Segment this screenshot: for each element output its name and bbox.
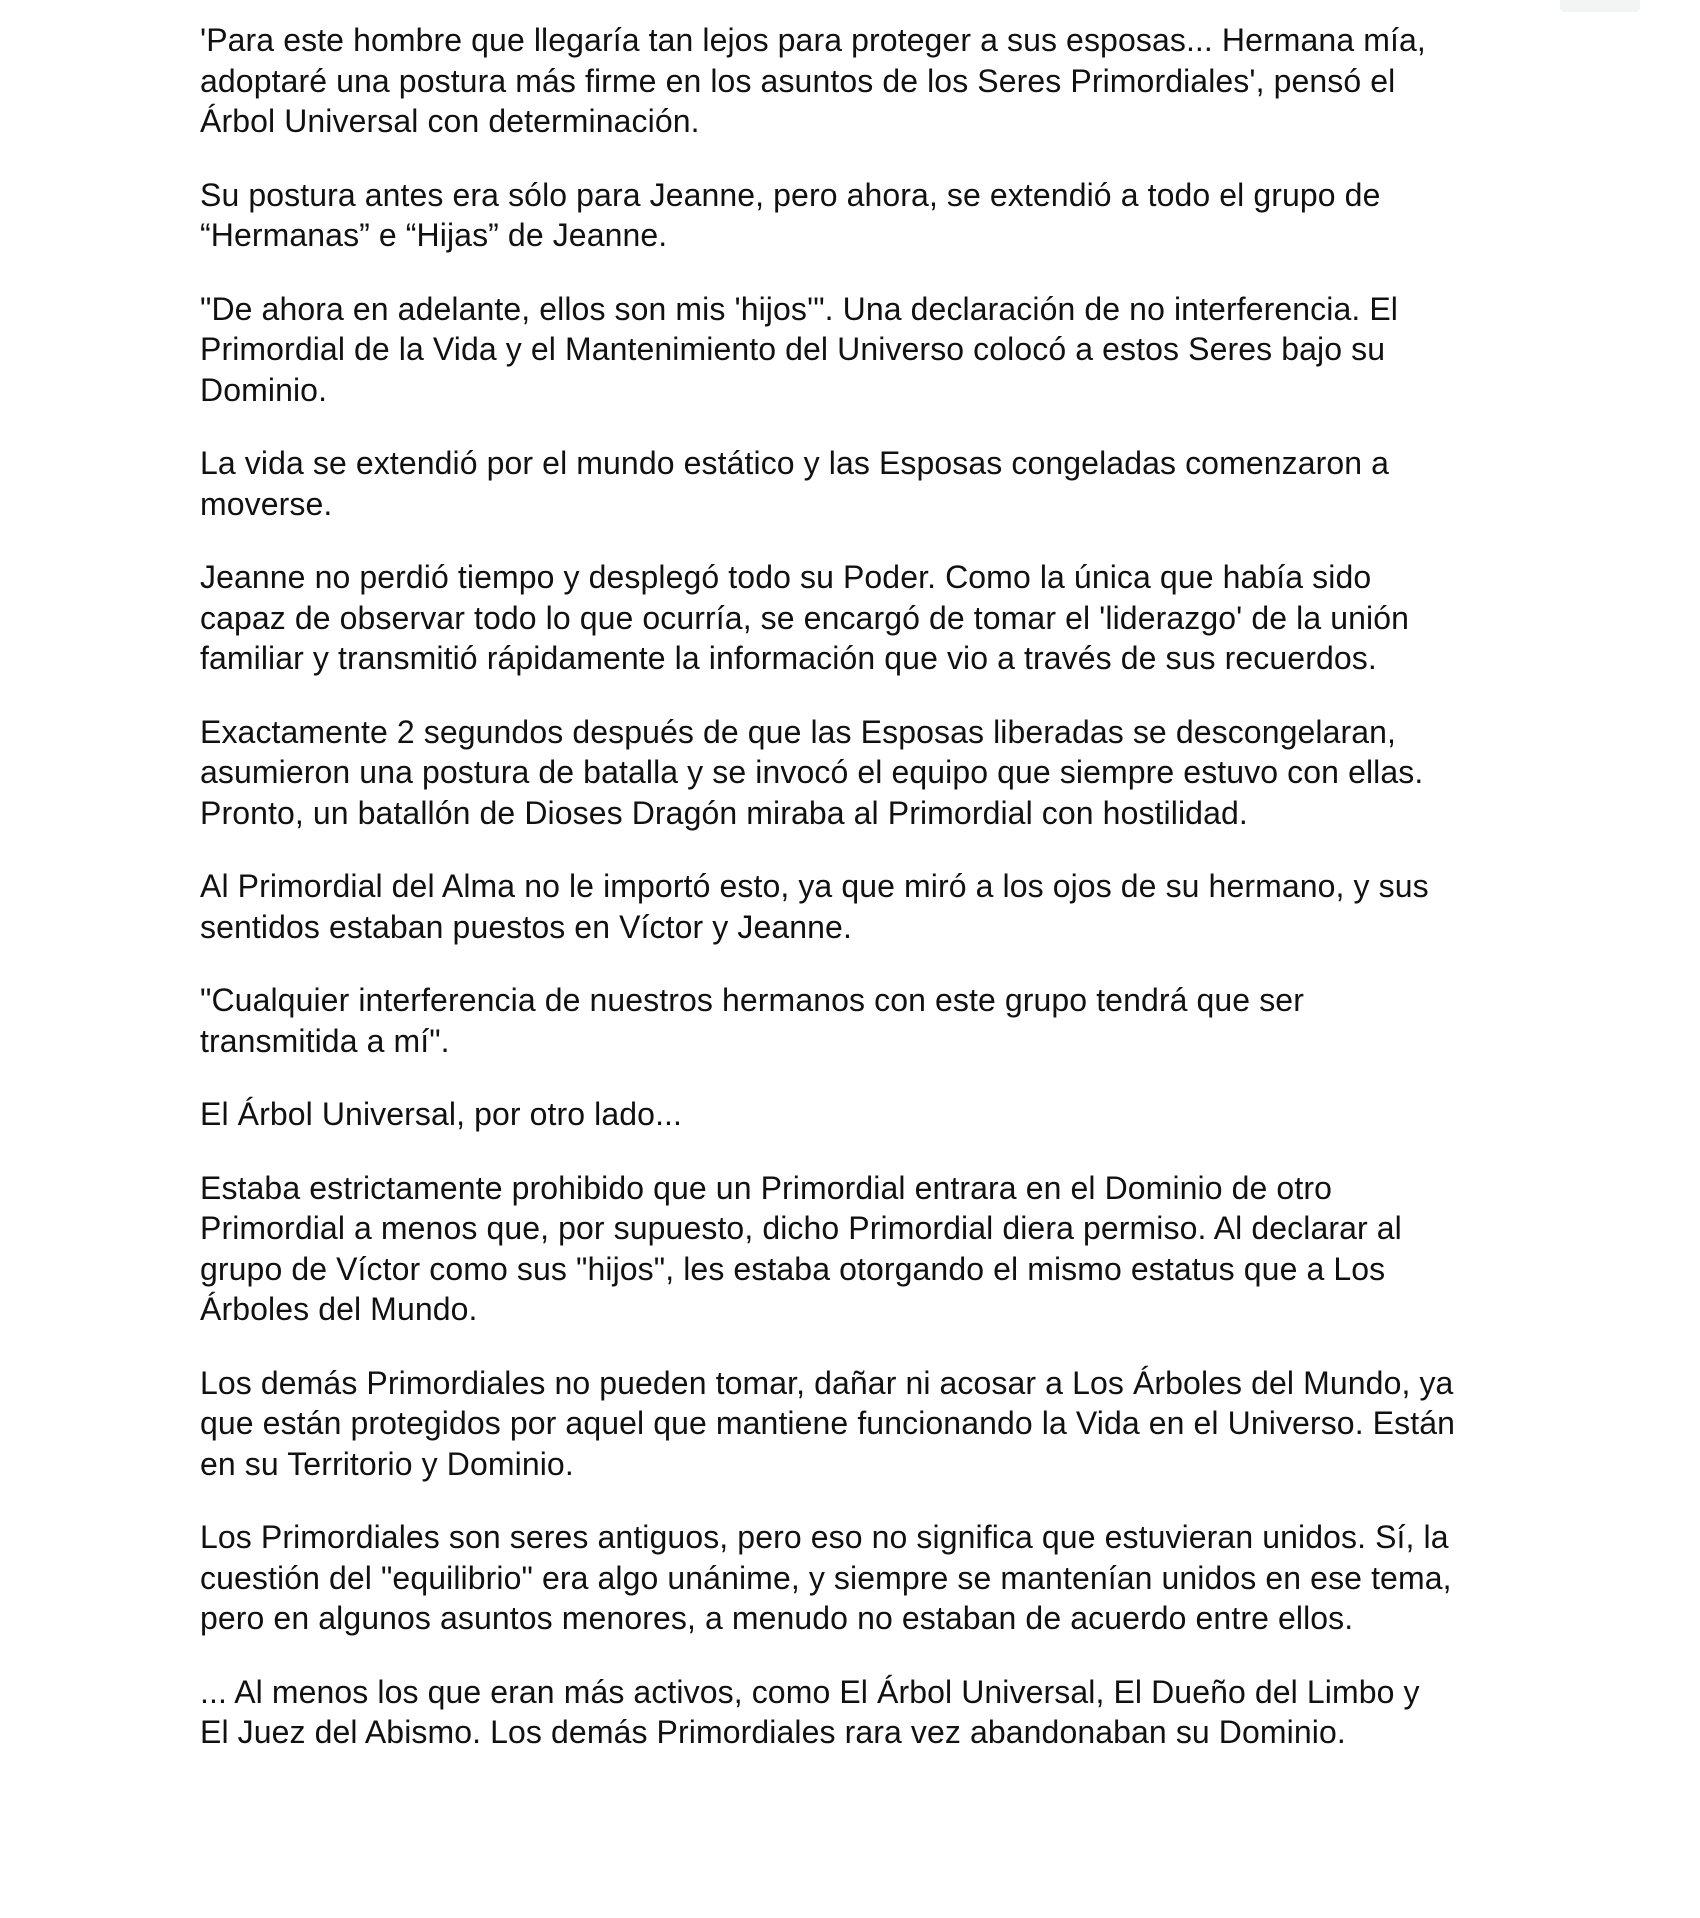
paragraph-1: 'Para este hombre que llegaría tan lejos para proteger a sus esposas... Hermana mía, adoptaré una postura más firme en los asuntos de los Seres Primordiales', pensó el Árbol Universal con determinación.: [200, 22, 1426, 139]
document-body: [200, 20, 1540, 1786]
paragraph-8: "Cualquier interferencia de nuestros hermanos con este grupo tendrá que ser transmitida a mí".: [200, 982, 1304, 1059]
paragraph-10: Estaba estrictamente prohibido que un Primordial entrara en el Dominio de otro Primordial a menos que, por supuesto, dicho Primordial diera permiso. Al declarar al grupo de Víctor como sus "hijos", les estaba otorgando el mismo estatus que a Los Árboles del Mundo.: [200, 1169, 1402, 1327]
paragraph-5: Jeanne no perdió tiempo y desplegó todo su Poder. Como la única que había sido capaz de observar todo lo que ocurría, se encargó de tomar el 'liderazgo' de la unión familiar y transmitió rápidamente la información que vio a través de sus recuerdos.: [200, 559, 1410, 676]
paragraph-9: El Árbol Universal, por otro lado...: [200, 1096, 683, 1132]
corner-mark: [1560, 0, 1640, 12]
paragraph-2: Su postura antes era sólo para Jeanne, pero ahora, se extendió a todo el grupo de “Hermanas” e “Hijas” de Jeanne.: [200, 176, 1381, 253]
paragraph-4: La vida se extendió por el mundo estático y las Esposas congeladas comenzaron a moverse.: [200, 445, 1390, 522]
paragraph-11: Los demás Primordiales no pueden tomar, dañar ni acosar a Los Árboles del Mundo, ya que están protegidos por aquel que mantiene funcionando la Vida en el Universo. Están en su Territorio y Dominio.: [200, 1364, 1455, 1482]
paragraph-12: Los Primordiales son seres antiguos, pero eso no significa que estuvieran unidos. Sí, la cuestión del "equilibrio" era algo unánime, y siempre se mantenían unidos en ese tema, pero en algunos asuntos menores, a menudo no estaban de acuerdo entre ellos.: [200, 1519, 1452, 1636]
paragraph-6: Exactamente 2 segundos después de que las Esposas liberadas se descongelaran, asumieron una postura de batalla y se invocó el equipo que siempre estuvo con ellas. Pronto, un batallón de Dioses Dragón miraba al Primordial con hostilidad.: [200, 713, 1424, 831]
paragraph-3: "De ahora en adelante, ellos son mis 'hijos'". Una declaración de no interferencia. El Primordial de la Vida y el Mantenimiento del Universo colocó a estos Seres bajo su Dominio.: [200, 290, 1398, 408]
paragraph-13: ... Al menos los que eran más activos, como El Árbol Universal, El Dueño del Limbo y El Juez del Abismo. Los demás Primordiales rara vez abandonaban su Dominio.: [200, 1673, 1420, 1750]
paragraph-7: Al Primordial del Alma no le importó esto, ya que miró a los ojos de su hermano, y sus sentidos estaban puestos en Víctor y Jeanne.: [200, 868, 1429, 945]
